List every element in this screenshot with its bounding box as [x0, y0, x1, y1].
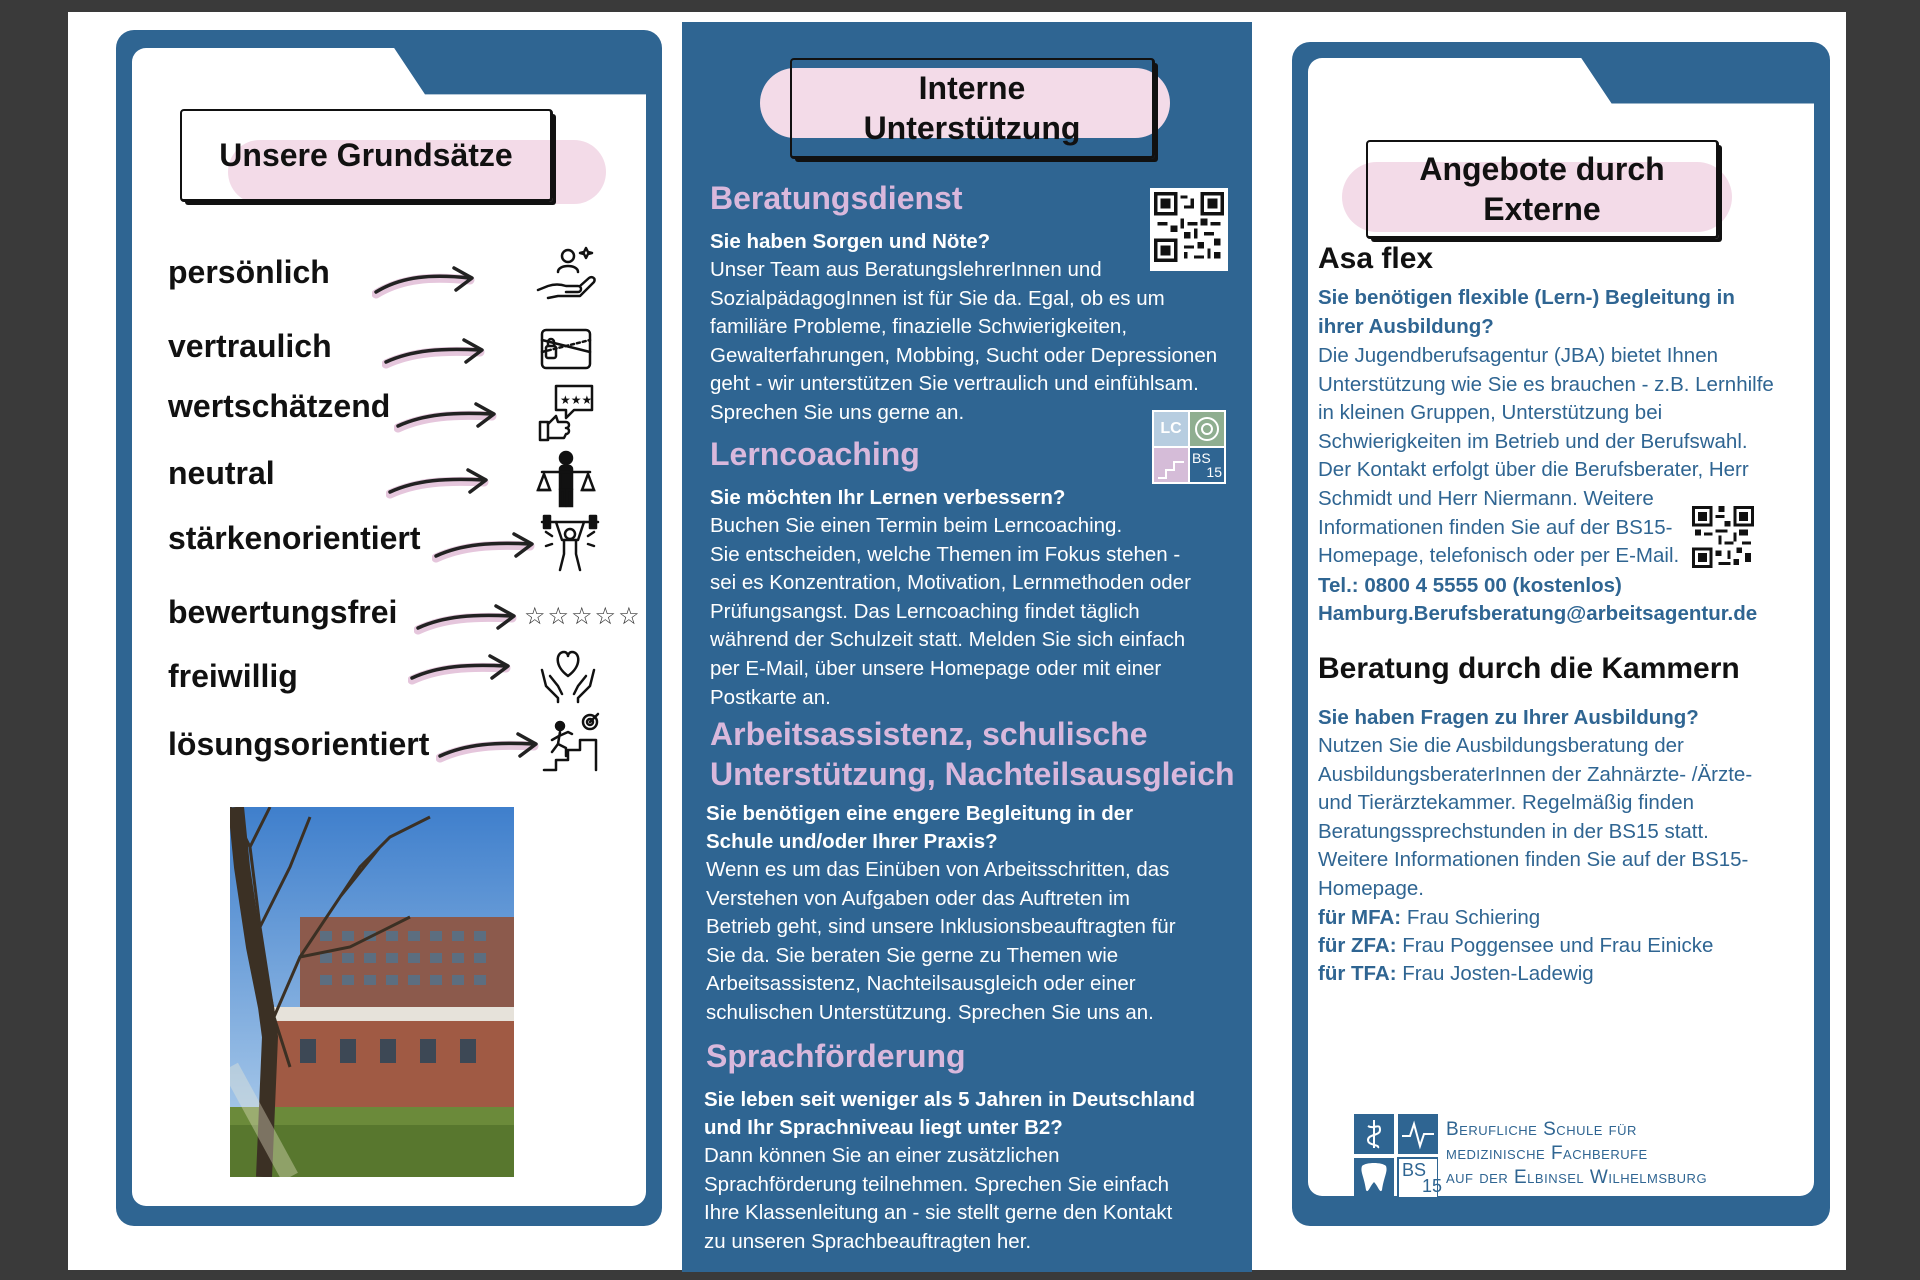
beratungsdienst-text: Unser Team aus BeratungslehrerInnen und SozialpädagogInnen ist für Sie da. Egal, ob es um familiäre Probleme, finazielle Schwierigkeiten, Gewalterfahrungen, Mobbing, Sucht oder Depressionen geht - wir unterstützen Sie vertraulich und einfühlsam. Sprechen Sie uns gerne an. — [710, 258, 1218, 424]
right-panel — [1292, 42, 1830, 1226]
contact-zfa — [1318, 932, 1713, 961]
arrow-icon — [382, 334, 492, 374]
arbeitsassistenz-heading-line2: Unterstützung, Nachteilsausgleich — [710, 756, 1235, 792]
helping-hand-icon — [534, 242, 598, 306]
asa-flex-phone[interactable]: Tel.: 0800 4 5555 00 (kostenlos) — [1318, 574, 1622, 597]
arbeitsassistenz-heading — [710, 714, 1235, 794]
arbeitsassistenz-question-line2: Schule und/oder Ihrer Praxis? — [706, 830, 998, 853]
thumbs-up-rating-icon — [534, 380, 598, 444]
interne-title-line1: Interne — [918, 70, 1026, 106]
stars-icon: ☆☆☆☆☆ — [524, 603, 642, 630]
heart-hands-icon — [536, 642, 600, 706]
bs15-logo-bs: BS — [1402, 1160, 1427, 1180]
asa-flex-heading: Asa flex — [1318, 242, 1434, 275]
interne-title-line2: Unterstützung — [863, 110, 1081, 146]
stairs-goal-icon — [538, 710, 602, 774]
contact-mfa-name: Frau Schiering — [1401, 906, 1541, 929]
sprachfoerderung-question — [704, 1086, 1195, 1142]
asa-flex-question — [1318, 284, 1735, 341]
contact-zfa-label: für ZFA: — [1318, 934, 1397, 957]
arbeitsassistenz-text: Wenn es um das Einüben von Arbeitsschritten, das Verstehen von Aufgaben oder das Auftreten im Betrieb geht, sind unsere Inklusionsbeauftragten für Sie da. Sie beraten Sie gerne zu Themen wie Arbeitsassistenz, Nachteilsausgleich oder einer schulischen Unterstützung. Sprechen Sie uns an. — [706, 858, 1176, 1024]
locked-wallet-icon — [534, 316, 598, 380]
beratungsdienst-heading: Beratungsdienst — [710, 180, 963, 216]
qr-code-asa[interactable] — [1690, 504, 1756, 575]
principle-label: stärkenorientiert — [168, 520, 421, 556]
bs15-school-logo — [1354, 1114, 1443, 1198]
sprachfoerderung-question-line2: und Ihr Sprachniveau liegt unter B2? — [704, 1116, 1063, 1139]
lc-logo-text: LC — [1154, 412, 1188, 446]
lc-logo-stairs-icon — [1154, 448, 1188, 482]
arrow-icon — [372, 264, 482, 304]
arrow-icon — [394, 398, 504, 438]
arrow-icon — [414, 600, 524, 640]
principle-label: lösungsorientiert — [168, 726, 430, 762]
contact-tfa — [1318, 960, 1594, 989]
contact-tfa-name: Frau Josten-Ladewig — [1396, 962, 1594, 985]
contact-tfa-label: für TFA: — [1318, 962, 1397, 985]
arbeitsassistenz-question-line1: Sie benötigen eine engere Begleitung in der — [706, 802, 1134, 825]
asa-flex-text: Die Jugendberufsagentur (JBA) bietet Ihnen Unterstützung wie Sie es brauchen - z.B. Lernhilfe in kleinen Gruppen, Unterstützung bei Schwierigkeiten im Betrieb und der Berufswahl. Der Kontakt erfolgt über die Berufsberater, Herr Schmidt und Herr Niermann. Weitere Informationen finden Sie auf der BS15- Homepage, telefonisch oder per E-Mail. — [1318, 344, 1774, 568]
grundsaetze-title: Unsere Grundsätze — [180, 109, 553, 202]
contact-zfa-name: Frau Poggensee und Frau Einicke — [1396, 934, 1714, 957]
arrow-icon — [432, 528, 542, 568]
asa-flex-question-line2: ihrer Ausbildung? — [1318, 314, 1494, 338]
lc-logo-bs15 — [1190, 448, 1224, 482]
contact-mfa — [1318, 904, 1540, 933]
scales-person-icon — [534, 448, 598, 512]
lerncoaching-heading: Lerncoaching — [710, 436, 920, 472]
school-building-photo — [230, 807, 514, 1177]
bs15-logo-num: 15 — [1422, 1176, 1443, 1196]
arrow-icon — [436, 728, 546, 768]
kammern-text: Nutzen Sie die Ausbildungsberatung der AusbildungsberaterInnen der Zahnärzte- /Ärzte- und Tierärztekammer. Regelmäßig finden Beratungssprechstunden in der BS15 statt. Weitere Informationen finden Sie auf der BS15- Homepage. — [1318, 734, 1753, 900]
interne-title-area — [760, 50, 1170, 160]
externe-title-line1: Angebote durch — [1419, 151, 1665, 187]
asa-flex-question-line1: Sie benötigen flexible (Lern-) Begleitung in — [1318, 286, 1735, 309]
kammern-question: Sie haben Fragen zu Ihrer Ausbildung? — [1318, 706, 1699, 729]
principle-label: neutral — [168, 455, 275, 491]
arrow-icon — [386, 464, 496, 504]
middle-panel — [682, 22, 1252, 1272]
arrow-icon — [408, 650, 518, 690]
svg-text:★★★: ★★★ — [560, 393, 593, 407]
strong-person-icon — [538, 512, 602, 576]
lc-logo-bs: BS — [1192, 450, 1211, 466]
lerncoaching-question: Sie möchten Ihr Lernen verbessern? — [710, 486, 1066, 509]
lerncoaching-text: Buchen Sie einen Termin beim Lerncoaching. Sie entscheiden, welche Themen im Fokus stehen - sei es Konzentration, Motivation, Lernmethoden oder Prüfungsangst. Das Lerncoaching findet täglich während der Schulzeit statt. Melden Sie sich einfach per E-Mail, über unsere Homepage oder mit einer Postkarte an. — [710, 514, 1191, 709]
lc-logo-target-icon — [1190, 412, 1224, 446]
flyer-page — [68, 12, 1846, 1270]
principle-label: persönlich — [168, 254, 330, 290]
lc-logo-num: 15 — [1206, 464, 1222, 480]
principle-label: wertschätzend — [168, 388, 391, 424]
arbeitsassistenz-question — [706, 800, 1133, 856]
sprachfoerderung-text: Dann können Sie an einer zusätzlichen Sprachförderung teilnehmen. Sprechen Sie einfach Ihre Klassenleitung an - sie stellt gerne den Kontakt zu unseren Sprachbeauftragten her. — [704, 1144, 1173, 1253]
principle-label: vertraulich — [168, 328, 332, 364]
principle-label: bewertungsfrei — [168, 594, 398, 630]
principle-label: freiwillig — [168, 658, 298, 694]
right-content — [1292, 42, 1830, 1226]
beratungsdienst-question: Sie haben Sorgen und Nöte? — [710, 230, 991, 253]
arbeitsassistenz-heading-line1: Arbeitsassistenz, schulische — [710, 716, 1148, 752]
contact-mfa-label: für MFA: — [1318, 906, 1402, 929]
externe-title-line2: Externe — [1483, 191, 1601, 227]
asa-flex-email[interactable]: Hamburg.Berufsberatung@arbeitsagentur.de — [1318, 602, 1758, 625]
sprachfoerderung-question-line1: Sie leben seit weniger als 5 Jahren in Deutschland — [704, 1088, 1196, 1111]
school-name-text: Berufliche Schule für medizinische Fachberufe auf der Elbinsel Wilhelmsburg — [1446, 1119, 1708, 1188]
lc-bs15-logo — [1152, 410, 1226, 484]
interne-title — [790, 58, 1155, 159]
kammern-heading: Beratung durch die Kammern — [1318, 652, 1740, 685]
sprachfoerderung-heading: Sprachförderung — [706, 1038, 966, 1074]
